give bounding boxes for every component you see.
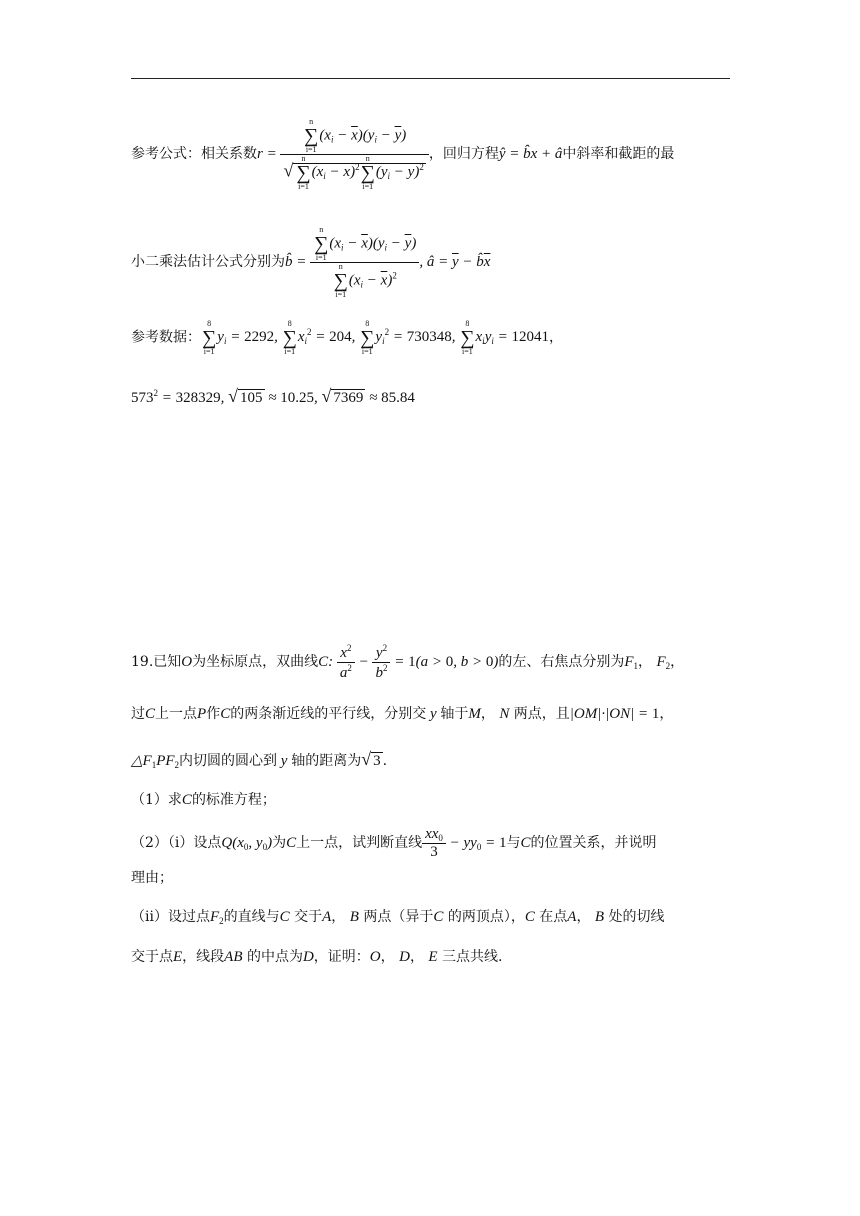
data-line-2: $573^2 = 328329$, √ 105 ≈ 10.25, √ 7369 ≈ 85.84 bbox=[131, 386, 415, 406]
p19-line-1: 19.已知O为坐标原点，双曲线C: $\frac{x^2}{a^2}$ − $\frac{y^2}{b^2}$ = 1(a > 0, b > 0)的左、右焦点分别为$F_1$， $F_2$， bbox=[131, 643, 685, 681]
data-sums: 8 ∑ i=1 $y_i = 2292$, 8 ∑ i=1 $x_i^2 = 204$, 8 ∑ i=1 $y_i^2 = 730348$, 8 ∑ i=1 $x_iy_i = 12041$ bbox=[202, 319, 549, 356]
header-rule bbox=[131, 78, 730, 79]
intro-text: 参考公式：相关系数 bbox=[131, 145, 257, 162]
r-formula: r = n ∑ i=1 $(x_i - \overline{x})(y_i - \overline{y})$ √ n ∑ i=1 $(x_i - \overline{x})^2$ n ∑ i=1 $(y_i - \overline{y})^2$ bbox=[257, 146, 429, 162]
q2ii-line: （ⅱ）设过点$F_2$的直线与C 交于A， B 两点（异于C 的两顶点），C 在点A， B 处的切线 bbox=[131, 909, 665, 926]
q2i-line: （2）（ⅰ）设点$Q(x_0$, $y_0$)为C上一点，试判断直线 $\frac{xx_0}{3}$ − $yy_0 = 1$与C的位置关系，并说明 bbox=[131, 826, 657, 860]
tangent-line-eq: $\frac{xx_0}{3}$ − $yy_0 = 1$ bbox=[422, 835, 506, 851]
d7-val: 85.84 bbox=[381, 390, 415, 406]
data-prefix: 参考数据： bbox=[131, 329, 201, 346]
p19-line-3: $\triangle F_1PF_2$内切圆的圆心到 y 轴的距离为√ 3 . bbox=[131, 749, 388, 770]
p19-origin: 为坐标原点，双曲线 bbox=[192, 653, 319, 670]
formula-line-r bbox=[131, 118, 674, 191]
after-r-text: ，回归方程 bbox=[428, 145, 499, 162]
data-line-1: 参考数据： 8 ∑ i=1 $y_i = 2292$, 8 ∑ i=1 $x_i^2 = 204$, 8 ∑ i=1 $y_i^2 = 730348$, 8 ∑ i=1 $x_iy_i = 12041$， bbox=[131, 319, 563, 356]
after-reg-text: 中斜率和截距的最 bbox=[562, 145, 675, 162]
d4: 12041 bbox=[511, 329, 549, 346]
d1: 2292 bbox=[244, 329, 275, 346]
om-on-eq: |OM|·|ON| = 1 bbox=[569, 706, 660, 722]
d5-base: 573 bbox=[131, 390, 154, 406]
d6-val: 10.25 bbox=[280, 390, 314, 406]
q2ii-cont: 交于点E，线段AB 的中点为D，证明：O， D， E 三点共线. bbox=[131, 949, 503, 965]
p19-foci: 的左、右焦点分别为 bbox=[498, 653, 625, 670]
line2-prefix: 小二乘法估计公式分别为 bbox=[131, 253, 285, 270]
regression-eq: ŷ = b̂x + â bbox=[498, 145, 563, 162]
p19-intro: 19.已知 bbox=[131, 653, 182, 670]
hyperbola-eq: C: $\frac{x^2}{a^2}$ − $\frac{y^2}{b^2}$ = 1(a > 0, b > 0) bbox=[318, 643, 499, 681]
p19-line-2: 过C上一点P作C的两条渐近线的平行线，分别交 y 轴于M， N 两点，且|OM|·|ON| = 1， bbox=[131, 706, 674, 722]
d3: 730348 bbox=[406, 329, 452, 346]
d2: 204 bbox=[329, 329, 352, 346]
d5-val: 328329 bbox=[175, 390, 221, 406]
q1-line: （1）求C的标准方程； bbox=[131, 792, 276, 808]
b-formula: b̂ = n ∑ i=1 $(x_i - \overline{x})(y_i - \overline{y})$ n ∑ i=1 $(x_i - \overline{x})^2$ , â = $\overline{y}$ − $b̂\overline{x}$ bbox=[285, 225, 491, 299]
formula-line-b bbox=[131, 226, 490, 299]
q2i-cont: 理由； bbox=[131, 870, 173, 886]
